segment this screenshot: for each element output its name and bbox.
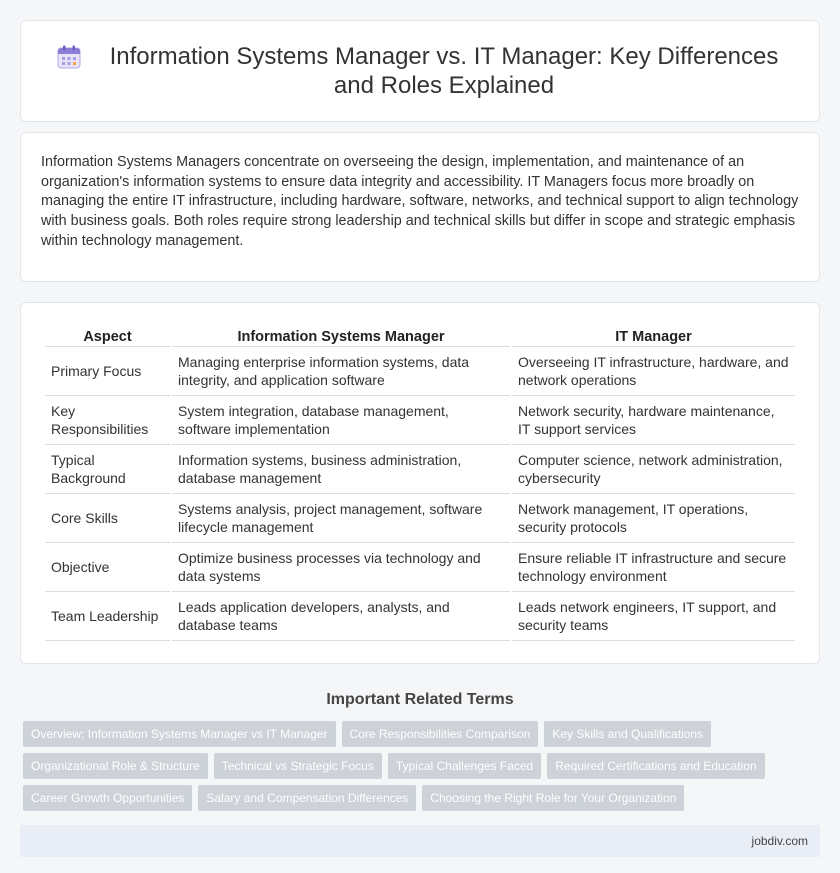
- comparison-table-card: [20, 302, 820, 664]
- row-aspect: Typical Background: [45, 445, 170, 494]
- related-terms-tags: [20, 721, 820, 811]
- table-row: [45, 445, 795, 494]
- related-term-tag[interactable]: Organizational Role & Structure: [23, 753, 208, 779]
- intro-card: [20, 132, 820, 282]
- related-term-tag[interactable]: Typical Challenges Faced: [388, 753, 541, 779]
- row-itm: Ensure reliable IT infrastructure and secure technology environment: [512, 543, 795, 592]
- page-title: Information Systems Manager vs. IT Manager: Key Differences and Roles Explained: [109, 43, 779, 99]
- title-wrap: [56, 42, 784, 100]
- row-aspect: Core Skills: [45, 494, 170, 543]
- table-row: [45, 592, 795, 641]
- table-row: [45, 494, 795, 543]
- related-term-tag[interactable]: Career Growth Opportunities: [23, 785, 192, 811]
- related-term-tag[interactable]: Required Certifications and Education: [547, 753, 764, 779]
- row-aspect: Primary Focus: [45, 347, 170, 396]
- footer-site[interactable]: jobdiv.com: [751, 834, 808, 848]
- footer: [20, 825, 820, 857]
- related-term-tag[interactable]: Technical vs Strategic Focus: [214, 753, 382, 779]
- row-aspect: Key Responsibilities: [45, 396, 170, 445]
- table-row: [45, 543, 795, 592]
- table-row: [45, 396, 795, 445]
- row-itm: Overseeing IT infrastructure, hardware, and network operations: [512, 347, 795, 396]
- row-aspect: Team Leadership: [45, 592, 170, 641]
- related-terms-title: Important Related Terms: [326, 691, 514, 708]
- comparison-table: [43, 325, 797, 641]
- intro-text: Information Systems Managers concentrate on overseeing the design, implementation, and maintenance of an organization's information systems to ensure data integrity and accessibility. IT Managers focus more broadly on managing the entire IT infrastructure, including hardware, software, networks, and technical support to align technology with business goals. Both roles require strong leadership and technical skills but differ in scope and strategic emphasis within technology management.: [41, 154, 799, 249]
- related-term-tag[interactable]: Core Responsibilities Comparison: [342, 721, 539, 747]
- row-itm: Leads network engineers, IT support, and security teams: [512, 592, 795, 641]
- related-term-tag[interactable]: Choosing the Right Role for Your Organization: [422, 785, 684, 811]
- row-ism: Systems analysis, project management, software lifecycle management: [172, 494, 510, 543]
- row-aspect: Objective: [45, 543, 170, 592]
- row-ism: System integration, database management, software implementation: [172, 396, 510, 445]
- related-term-tag[interactable]: Salary and Compensation Differences: [198, 785, 416, 811]
- related-term-tag[interactable]: Key Skills and Qualifications: [544, 721, 711, 747]
- row-itm: Computer science, network administration, cybersecurity: [512, 445, 795, 494]
- calendar-icon: [56, 44, 82, 70]
- row-ism: Information systems, business administration, database management: [172, 445, 510, 494]
- table-header-row: [45, 325, 795, 347]
- header-aspect: Aspect: [45, 325, 170, 347]
- related-term-tag[interactable]: Overview: Information Systems Manager vs IT Manager: [23, 721, 336, 747]
- row-itm: Network management, IT operations, security protocols: [512, 494, 795, 543]
- header-itm: IT Manager: [512, 325, 795, 347]
- row-ism: Optimize business processes via technology and data systems: [172, 543, 510, 592]
- row-ism: Leads application developers, analysts, and database teams: [172, 592, 510, 641]
- row-itm: Network security, hardware maintenance, IT support services: [512, 396, 795, 445]
- header-card: [20, 20, 820, 122]
- table-row: [45, 347, 795, 396]
- header-ism: Information Systems Manager: [172, 325, 510, 347]
- row-ism: Managing enterprise information systems, data integrity, and application software: [172, 347, 510, 396]
